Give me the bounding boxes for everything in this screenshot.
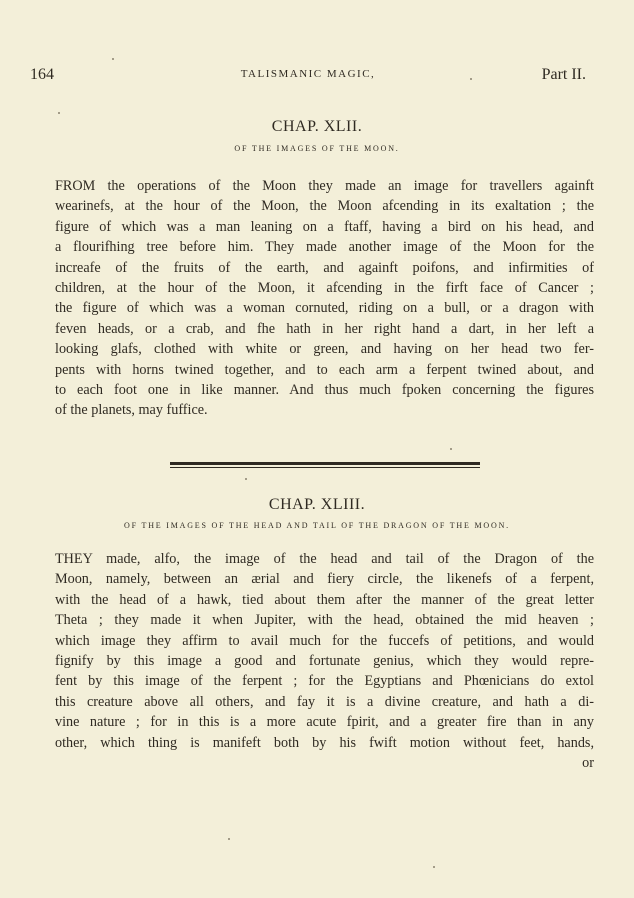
- chapter-42-line: figure of which was a man leaning on a ftaff, having a bird on his head, and: [55, 218, 594, 235]
- part-label: Part II.: [541, 66, 586, 83]
- chapter-42-line: children, at the hour of the Moon, it afcending in the firft face of Cancer ;: [55, 280, 594, 297]
- paper-speck: [470, 78, 472, 80]
- chapter-42-line: feven heads, or a crab, and fhe hath in her right hand a dart, in her left a: [55, 320, 594, 337]
- divider-thick-rule: [170, 462, 480, 465]
- chapter-42-body: [55, 176, 594, 421]
- section-divider: [170, 462, 480, 468]
- chapter-42-line: a flourifhing tree before him. They made another image of the Moon for the: [55, 239, 594, 256]
- paper-speck: [228, 838, 230, 840]
- chapter-42-line: increafe of the fruits of the earth, and againft poifons, and infirmities of: [55, 259, 594, 276]
- paper-speck: [450, 448, 452, 450]
- chapter-43-line: Theta ; they made it when Jupiter, with the head, obtained the mid heaven ;: [55, 612, 594, 629]
- chapter-43-title: CHAP. XLIII.: [268, 496, 366, 513]
- chapter-42-line: pents with horns twined together, and to each arm a ferpent twined about, and: [55, 361, 594, 378]
- chapter-43-line: fent by this image of the ferpent ; for the Egyptians and Phœnicians do extol: [55, 673, 594, 690]
- chapter-42-line: looking glafs, clothed with white or green, and having on her head two fer-: [55, 341, 594, 358]
- paper-speck: [112, 58, 114, 60]
- running-head: [30, 66, 586, 88]
- paper-speck: [245, 478, 247, 480]
- chapter-42-line: of the planets, may fuffice.: [55, 402, 208, 419]
- chapter-42-line: wearinefs, at the hour of the Moon, the Moon afcending in its exaltation ; the: [55, 198, 594, 215]
- chapter-42-line: FROM the operations of the Moon they made an image for travellers againft: [55, 178, 594, 194]
- chapter-43-line: fignify by this image a good and fortunate genius, which they would repre-: [55, 653, 594, 670]
- chapter-43-line: with the head of a hawk, tied about them after the manner of the great letter: [55, 591, 594, 608]
- chapter-42-line: to each foot one in like manner. And thus much fpoken concerning the figures: [55, 382, 594, 399]
- catchword: or: [582, 755, 594, 772]
- chapter-43-subtitle: OF THE IMAGES OF THE HEAD AND TAIL OF THE DRAGON OF THE MOON.: [124, 521, 510, 530]
- chapter-42-line: the figure of which was a woman cornuted, riding on a bull, or a dragon with: [55, 300, 594, 317]
- chapter-43-line: which image they affirm to avail much for the fuccefs of petitions, and would: [55, 632, 594, 649]
- chapter-42-subtitle: OF THE IMAGES OF THE MOON.: [234, 144, 400, 153]
- chapter-43-line: Moon, namely, between an ærial and fiery circle, the likenefs of a ferpent,: [55, 571, 594, 588]
- paper-speck: [433, 866, 435, 868]
- chapter-43-line: this creature above all others, and fay it is a divine creature, and hath a di-: [55, 693, 594, 710]
- running-title: TALISMANIC MAGIC,: [240, 68, 376, 80]
- chapter-43-body: [55, 549, 594, 773]
- paper-speck: [58, 112, 60, 114]
- chapter-43-line: other, which thing is manifeft both by his fwift motion without feet, hands,: [55, 734, 594, 751]
- divider-thin-rule: [170, 467, 480, 468]
- page-number: 164: [30, 66, 54, 83]
- chapter-42-title: CHAP. XLII.: [271, 118, 363, 135]
- chapter-43-line: THEY made, alfo, the image of the head and tail of the Dragon of the: [55, 551, 594, 567]
- chapter-43-line: vine nature ; for in this is a more acute fpirit, and a greater fire than in any: [55, 714, 594, 731]
